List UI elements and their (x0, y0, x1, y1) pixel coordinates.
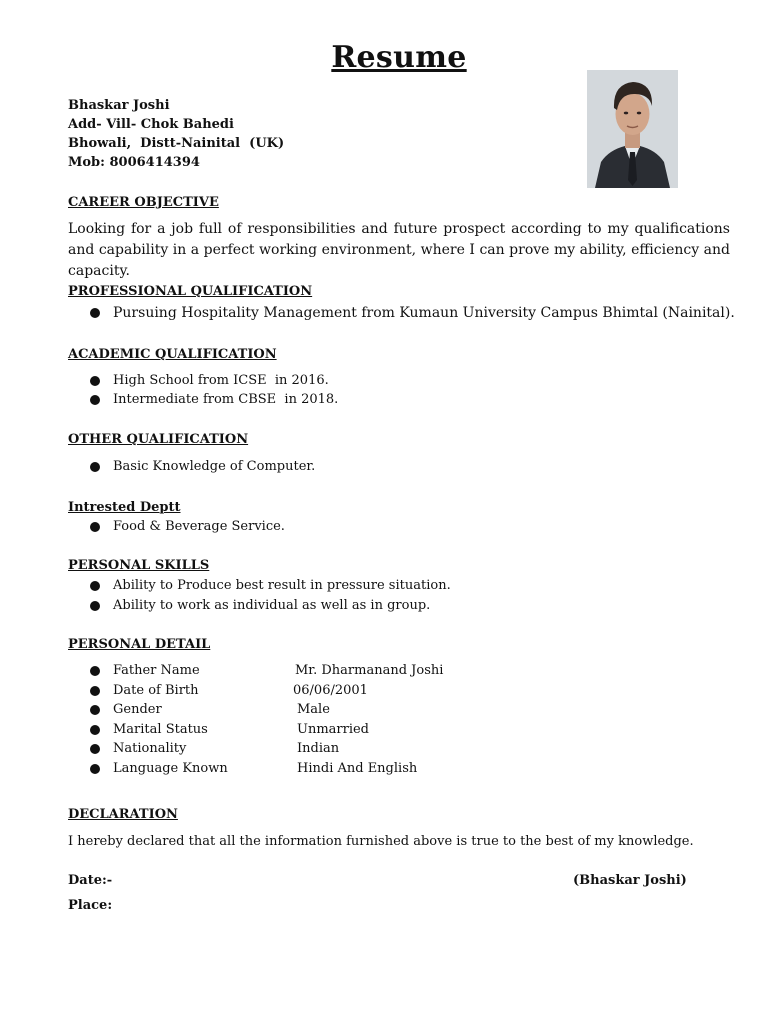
detail-label: Father Name (113, 663, 200, 678)
list-item (90, 578, 451, 594)
detail-value: Unmarried (297, 722, 370, 737)
declaration-heading: DECLARATION (68, 807, 178, 822)
personal-skill-item: Ability to Produce best result in pressure situation. (113, 578, 451, 593)
contact-address-line2: Bhowali, Distt-Nainital (UK) (68, 136, 285, 151)
detail-row (90, 683, 199, 699)
bullet-icon (90, 744, 100, 754)
detail-row (90, 663, 200, 679)
detail-row (90, 741, 186, 757)
detail-value: Hindi And English (297, 761, 418, 776)
detail-label: Marital Status (113, 722, 208, 737)
detail-value: Indian (297, 741, 340, 756)
detail-value: 06/06/2001 (293, 683, 368, 698)
bullet-icon (90, 308, 100, 318)
detail-label: Nationality (113, 741, 187, 756)
bullet-icon (90, 395, 100, 405)
declaration-text: I hereby declared that all the information furnished above is true to the best of my knowledge. (68, 834, 694, 849)
personal-skills-heading: PERSONAL SKILLS (68, 558, 210, 573)
detail-row (90, 722, 208, 738)
career-objective-heading: CAREER OBJECTIVE (68, 195, 219, 210)
interested-dept-heading: Intrested Deptt (68, 500, 181, 515)
bullet-icon (90, 705, 100, 715)
detail-label: Gender (113, 702, 162, 717)
bullet-icon (90, 601, 100, 611)
page-title: Resume (331, 40, 467, 75)
personal-skill-item: Ability to work as individual as well as in group. (113, 598, 431, 613)
interested-dept-item: Food & Beverage Service. (113, 519, 285, 534)
detail-label: Language Known (113, 761, 228, 776)
list-item (90, 598, 430, 614)
list-item (90, 392, 338, 408)
bullet-icon (90, 522, 100, 532)
bullet-icon (90, 764, 100, 774)
contact-mobile: Mob: 8006414394 (68, 155, 200, 170)
professional-qualification-item: Pursuing Hospitality Management from Kumaun University Campus Bhimtal (Nainital). (113, 305, 735, 321)
detail-value: Male (297, 702, 330, 717)
contact-address-line1: Add- Vill- Chok Bahedi (68, 117, 234, 132)
contact-name: Bhaskar Joshi (68, 98, 170, 113)
list-item (90, 373, 329, 389)
date-label: Date:- (68, 873, 113, 888)
bullet-icon (90, 462, 100, 472)
academic-qualification-heading: ACADEMIC QUALIFICATION (68, 347, 277, 362)
place-label: Place: (68, 898, 113, 913)
list-item (90, 305, 735, 321)
bullet-icon (90, 686, 100, 696)
professional-qualification-heading: PROFESSIONAL QUALIFICATION (68, 284, 313, 299)
detail-value: Mr. Dharmanand Joshi (295, 663, 444, 678)
bullet-icon (90, 666, 100, 676)
academic-qualification-item: High School from ICSE in 2016. (113, 373, 329, 388)
profile-photo (587, 70, 678, 188)
bullet-icon (90, 581, 100, 591)
list-item (90, 519, 285, 535)
detail-row (90, 761, 228, 777)
detail-row (90, 702, 162, 718)
detail-label: Date of Birth (113, 683, 199, 698)
career-objective-text: Looking for a job full of responsibilities and future prospect according to my qualifications and capability in a perfect working environment, where I can prove my ability, efficiency and capacity. (68, 221, 730, 279)
bullet-icon (90, 376, 100, 386)
signature-name: (Bhaskar Joshi) (573, 873, 687, 888)
academic-qualification-item: Intermediate from CBSE in 2018. (113, 392, 339, 407)
list-item (90, 459, 315, 475)
other-qualification-item: Basic Knowledge of Computer. (113, 459, 316, 474)
bullet-icon (90, 725, 100, 735)
other-qualification-heading: OTHER QUALIFICATION (68, 432, 249, 447)
person-portrait-icon (587, 70, 678, 188)
personal-detail-heading: PERSONAL DETAIL (68, 637, 211, 652)
